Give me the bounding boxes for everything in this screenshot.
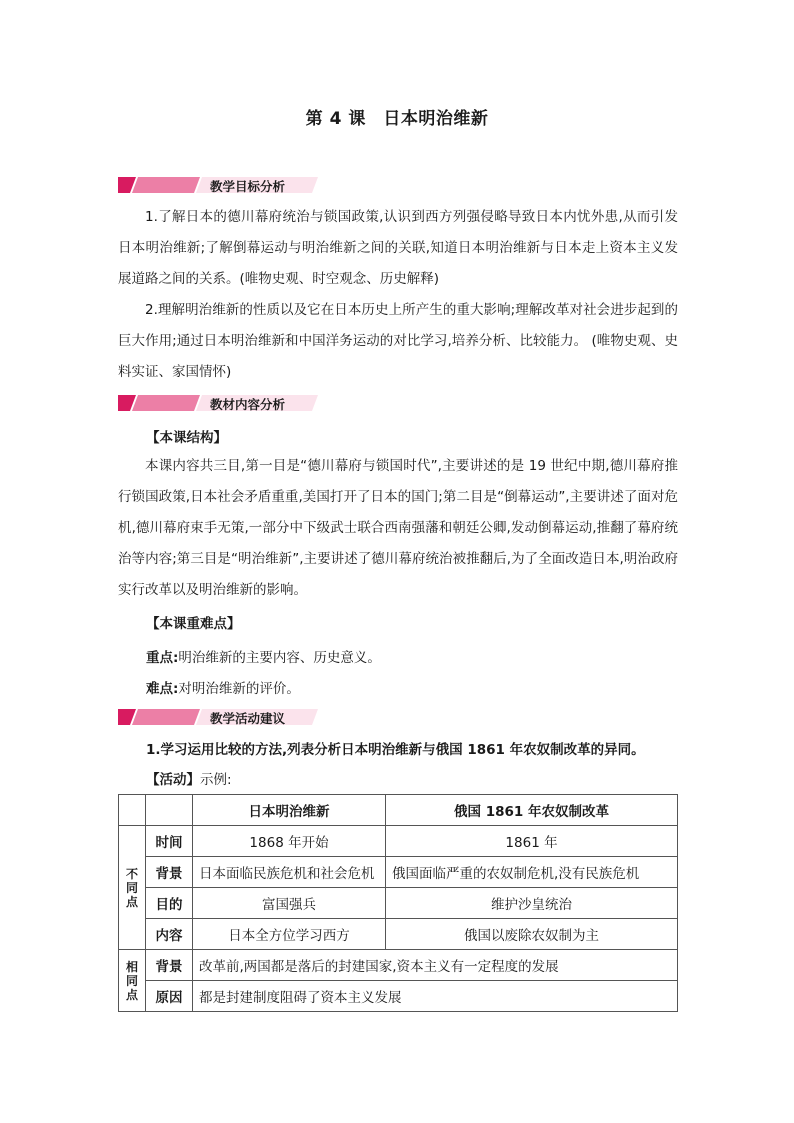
blank-cell bbox=[146, 795, 193, 826]
table-row bbox=[119, 919, 678, 950]
table-cell: 富国强兵 bbox=[193, 888, 386, 919]
row-label: 目的 bbox=[146, 888, 193, 919]
page-title: 第 4 课 日本明治维新 bbox=[305, 109, 489, 129]
activity-item-1: 1.学习运用比较的方法,列表分析日本明治维新与俄国 1861 年农奴制改革的异同。 bbox=[146, 742, 645, 758]
section-header-content bbox=[118, 392, 358, 414]
row-label: 背景 bbox=[146, 857, 193, 888]
section-title: 教学目标分析 bbox=[210, 179, 286, 194]
difficulty-line bbox=[146, 677, 300, 697]
section-title: 教材内容分析 bbox=[210, 397, 286, 412]
section-header-goals bbox=[118, 174, 358, 196]
column-header: 日本明治维新 bbox=[193, 795, 386, 826]
key-point-label: 重点: bbox=[146, 650, 179, 666]
section-header-activity bbox=[118, 706, 358, 728]
blank-cell bbox=[119, 795, 146, 826]
table-row bbox=[119, 950, 678, 981]
difficulty-label: 难点: bbox=[146, 681, 179, 697]
key-point-line bbox=[146, 646, 381, 666]
table-cell: 日本全方位学习西方 bbox=[193, 919, 386, 950]
goal-paragraph-1: 1.了解日本的德川幕府统治与锁国政策,认识到西方列强侵略导致日本内忧外患,从而引发日本明治维新;了解倒幕运动与明治维新之间的关联,知道日本明治维新与日本走上资本主义发展道路之间的关系。(唯物史观、时空观念、历史解释) bbox=[118, 209, 678, 287]
row-label: 时间 bbox=[146, 826, 193, 857]
activity-label-line bbox=[146, 768, 232, 788]
goal-paragraph-2: 2.理解明治维新的性质以及它在日本历史上所产生的重大影响;理解改革对社会进步起到的巨大作用;通过日本明治维新和中国洋务运动的对比学习,培养分析、比较能力。 (唯物史观、史料实证、家国情怀) bbox=[118, 302, 678, 380]
row-label: 原因 bbox=[146, 981, 193, 1012]
column-header: 俄国 1861 年农奴制改革 bbox=[386, 795, 678, 826]
table-header-row bbox=[119, 795, 678, 826]
structure-heading: 【本课结构】 bbox=[146, 430, 227, 446]
table-cell: 1868 年开始 bbox=[193, 826, 386, 857]
section-title: 教学活动建议 bbox=[210, 711, 286, 726]
group-label-differences: 不 同 点 bbox=[119, 826, 146, 950]
table-cell: 日本面临民族危机和社会危机 bbox=[193, 857, 386, 888]
row-label: 背景 bbox=[146, 950, 193, 981]
table-row bbox=[119, 981, 678, 1012]
table-cell: 俄国以废除农奴制为主 bbox=[386, 919, 678, 950]
group-label-similarities: 相 同 点 bbox=[119, 950, 146, 1012]
table-cell: 俄国面临严重的农奴制危机,没有民族危机 bbox=[386, 857, 678, 888]
comparison-table bbox=[118, 794, 678, 1012]
table-row bbox=[119, 888, 678, 919]
table-cell: 都是封建制度阻碍了资本主义发展 bbox=[193, 981, 678, 1012]
table-cell: 1861 年 bbox=[386, 826, 678, 857]
table-cell: 改革前,两国都是落后的封建国家,资本主义有一定程度的发展 bbox=[193, 950, 678, 981]
activity-label: 【活动】 bbox=[146, 772, 200, 788]
table-row bbox=[119, 857, 678, 888]
difficulty-text: 对明治维新的评价。 bbox=[178, 681, 300, 697]
key-points-heading: 【本课重难点】 bbox=[146, 616, 241, 632]
table-cell: 维护沙皇统治 bbox=[386, 888, 678, 919]
activity-label-rest: 示例: bbox=[200, 772, 232, 788]
row-label: 内容 bbox=[146, 919, 193, 950]
structure-paragraph: 本课内容共三目,第一目是“德川幕府与锁国时代”,主要讲述的是 19 世纪中期,德川幕府推行锁国政策,日本社会矛盾重重,美国打开了日本的国门;第二目是“倒幕运动”,主要讲述了面对危机,德川幕府束手无策,一部分中下级武士联合西南强藩和朝廷公卿,发动倒幕运动,推翻了幕府统治等内容;第三目是“明治维新”,主要讲述了德川幕府统治被推翻后,为了全面改造日本,明治政府实行改革以及明治维新的影响。 bbox=[118, 458, 678, 598]
table-row bbox=[119, 826, 678, 857]
key-point-text: 明治维新的主要内容、历史意义。 bbox=[178, 650, 381, 666]
